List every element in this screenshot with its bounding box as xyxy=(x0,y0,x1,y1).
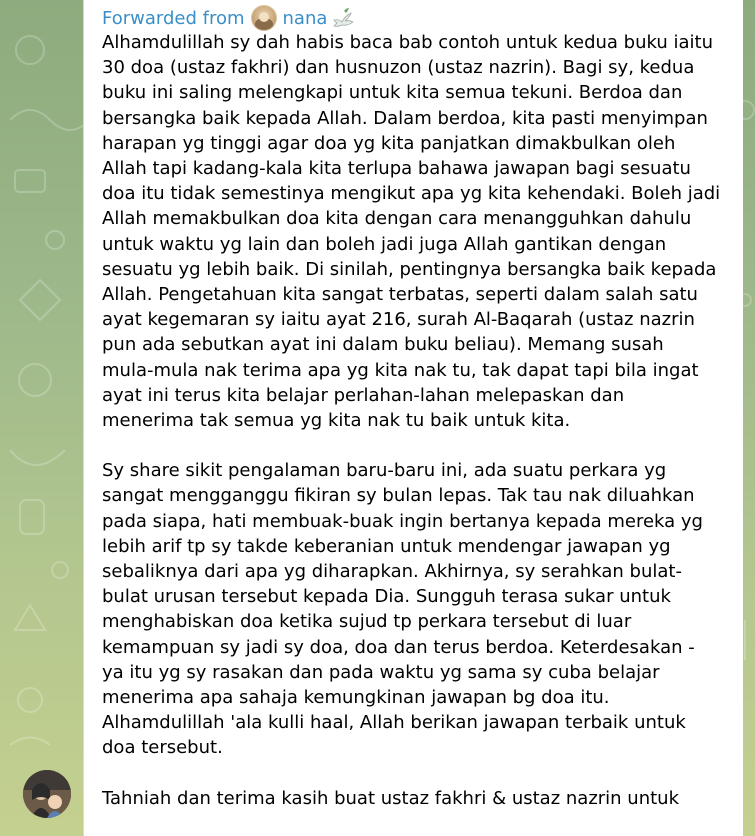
forwarded-header[interactable] xyxy=(102,4,355,32)
message-paragraph-2: Sy share sikit pengalaman baru-baru ini, ada suatu perkara yg sangat mengganggu fikiran sy bulan lepas. Tak tau nak diluahkan pada siapa, hati membuak-buak ingin bertanya kepada mereka yg lebih arif tp sy takde keberanian untuk mendengar jawapan yg sebaliknya dari apa yg diharapkan. Akhirnya, sy serahkan bulat- bulat urusan tersebut kepada Dia. Sungguh terasa sukar untuk menghabiskan doa ketika sujud tp perkara tersebut di luar kemampuan sy jadi sy doa, doa dan terus berdoa. Keterdesakan - ya itu yg sy rasakan dan pada waktu yg sama sy cuba belajar menerima apa sahaja kemungkinan jawapan bg doa itu. Alhamdulillah 'ala kulli haal, Allah berikan jawapan terbaik untuk doa tersebut. xyxy=(102,460,703,759)
message-paragraph-3: Tahniah dan terima kasih buat ustaz fakhri & ustaz nazrin untuk xyxy=(102,787,680,809)
dove-icon xyxy=(331,7,355,29)
sender-avatar[interactable] xyxy=(23,770,71,818)
forwarded-label: Forwarded from xyxy=(102,7,245,29)
message-bubble xyxy=(83,0,743,836)
forwarded-source-name[interactable]: nana xyxy=(282,7,328,29)
message-paragraph-1: Alhamdulillah sy dah habis baca bab contoh untuk kedua buku iaitu 30 doa (ustaz fakhri) dan husnuzon (ustaz nazrin). Bagi sy, kedua buku ini saling melengkapi untuk kita semua tekuni. Berdoa dan bersangka baik kepada Allah. Dalam berdoa, kita pasti menyimpan harapan yg tinggi agar doa yg kita panjatkan dimakbulkan oleh Allah tapi kadang-kala kita terlupa bahawa jawapan bagi sesuatu doa itu tidak semestinya mengikut apa yg kita kehendaki. Boleh jadi Allah memakbulkan doa kita dengan cara menangguhkan dahulu untuk waktu yg lain dan boleh jadi juga Allah gantikan dengan sesuatu yg lebih baik. Di sinilah, pentingnya bersangka baik kepada Allah. Pengetahuan kita sangat terbatas, seperti dalam salah satu ayat kegemaran sy iaitu ayat 216, surah Al-Baqarah (ustaz nazrin pun ada sebutkan ayat ini dalam buku beliau). Memang susah mula-mula nak terima apa yg kita nak tu, tak dapat tapi bila ingat ayat ini terus kita belajar perlahan-lahan melepaskan dan menerima tak semua yg kita nak tu baik untuk kita. xyxy=(102,32,721,432)
message-text xyxy=(102,30,732,811)
forwarded-source-avatar[interactable] xyxy=(251,5,277,31)
